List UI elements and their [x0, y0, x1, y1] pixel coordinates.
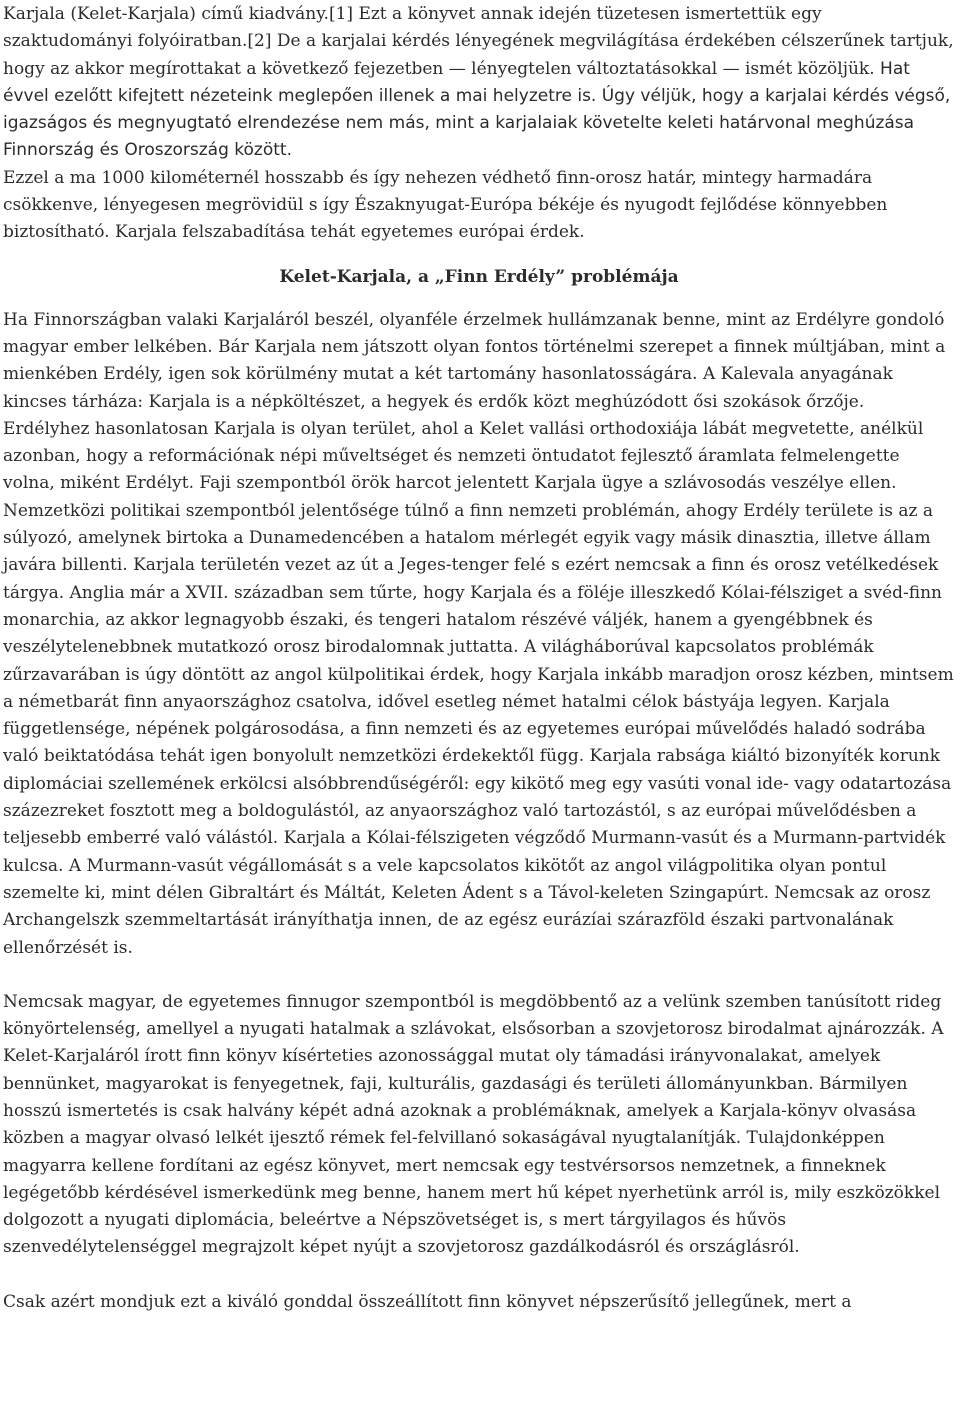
body-paragraph-3: Csak azért mondjuk ezt a kiváló gonddal összeállított finn könyvet népszerűsítő jellegűnek, mert a — [3, 1291, 852, 1312]
intro-sans-text: Hat évvel ezelőtt kifejtett nézeteink meglepően illenek a mai helyzetre is. Úgy véljük, hogy a karjalai kérdés végső, igazságos és megnyugtató elrendezése nem más, mint a karjalaiak követelte keleti határvonal meghúzása Finnország és Oroszország között. — [3, 58, 951, 161]
intro-paragraph — [3, 0, 955, 247]
section-heading: Kelet-Karjala, a „Finn Erdély” problémája — [279, 266, 679, 287]
intro-closing-text: Ezzel a ma 1000 kilométernél hosszabb és így nehezen védhető finn-orosz határ, mintegy harmadára csökkenve, lényegesen megrövidül s így Északnyugat-Európa békéje és nyugodt fejlődése könnyebben biztosítható. Karjala felszabadítása tehát egyetemes európai érdek. — [3, 167, 888, 243]
body-paragraph-1: Ha Finnországban valaki Karjaláról beszél, olyanféle érzelmek hullámzanak benne, mint az Erdélyre gondoló magyar ember lelkében. Bár Karjala nem játszott olyan fontos történelmi szerepet a finnek múltjában, mint a mienkében Erdély, igen sok körülmény mutat a két tartomány hasonlatosságára. A Kalevala anyagának kincses tárháza: Karjala is a népköltészet, a hegyek és erdők közt meghúzódott ősi szokások őrzője. Erdélyhez hasonlatosan Karjala is olyan terület, ahol a Kelet vallási orthodoxiája lábát megvetette, anélkül azonban, hogy a reformációnak népi műveltséget és nemzeti öntudatot fejlesztő áramlata felmelengette volna, miként Erdélyt. Faji szempontból örök harcot jelentett Karjala ügye a szlávosodás veszélye ellen. Nemzetközi politikai szempontból jelentősége túlnő a finn nemzeti problémán, ahogy Erdély területe is az a súlyozó, amelynek birtoka a Dunamedencében a hatalom mérlegét egyik vagy másik dinasztia, illetve állam javára billenti. Karjala területén vezet az út a Jeges-tenger felé s ezért nemcsak a finn és orosz vetélkedések tárgya. Anglia már a XVII. században sem tűrte, hogy Karjala és a föléje illeszkedő Kólai-félsziget a svéd-finn monarchia, az akkor legnagyobb északi, és tengeri hatalom részévé váljék, hanem a gyengébbnek és veszélytelenebbnek mutatkozó orosz birodalomnak juttatta. A világháborúval kapcsolatos problémák zűrzavarában is úgy döntött az angol külpolitikai érdek, hogy Karjala inkább maradjon orosz kézben, mintsem a németbarát finn anyaországhoz csatolva, idővel esetleg német hatalmi célok bástyája legyen. Karjala függetlensége, népének polgárosodása, a finn nemzeti és az egyetemes európai művelődés haladó sodrába való beiktatódása tehát igen bonyolult nemzetközi érdekektől függ. Karjala rabsága kiáltó bizonyíték korunk diplomáciai szellemének erkölcsi alsóbbrendűségéről: egy kikötő meg egy vasúti vonal ide- vagy odatartozása százezreket fosztott meg a boldogulástól, az anyaországhoz való tartozástól, s az európai művelődésben a teljesebb emberré való válástól. Karjala a Kólai-félszigeten végződő Murmann-vasút és a Murmann-partvidék kulcsa. A Murmann-vasút végállomását s a vele kapcsolatos kikötőt az angol világpolitika olyan pontul szemelte ki, mint délen Gibraltárt és Máltát, Keleten Ádent s a Távol-keleten Szingapúrt. Nemcsak az orosz Archangelszk szemmeltartását irányíthatja innen, de az egész eurázíai szárazföld északi partvonalának ellenőrzését is. — [3, 309, 954, 958]
document-page — [3, 0, 955, 1316]
intro-text: Karjala (Kelet-Karjala) című kiadvány.[1] Ezt a könyvet annak idején tüzetesen ismertettük egy szaktudományi folyóiratban.[2] De a karjalai kérdés lényegének megvilágítása érdekében célszerűnek tartjuk, hogy az akkor megírottakat a következő fejezetben — lényegtelen változtatásokkal — ismét közöljük. — [3, 4, 954, 79]
body-paragraph-2: Nemcsak magyar, de egyetemes finnugor szempontból is megdöbbentő az a velünk szemben tanúsított rideg könyörtelenség, amellyel a nyugati hatalmak a szlávokat, elsősorban a szovjetorosz birodalmat ajnározzák. A Kelet-Karjaláról írott finn könyv kísérteties azonossággal mutat oly támadási irányvonalakat, amelyek bennünket, magyarokat is fenyegetnek, faji, kulturális, gazdasági és területi állományunkban. Bármilyen hosszú ismertetés is csak halvány képét adná azoknak a problémáknak, amelyek a Karjala-könyv olvasása közben a magyar olvasó lelkét ijesztő rémek fel-felvillanó sokaságával nyugtalanítják. Tulajdonképpen magyarra kellene fordítani az egész könyvet, mert nemcsak egy testvérsorsos nemzetnek, a finneknek legégetőbb kérdésével ismerkedünk meg benne, hanem mert hű képet nyerhetünk arról is, mily eszközökkel dolgozott a nyugati diplomácia, beleértve a Népszövetséget is, s mert tárgyilagos és hűvös szenvedélytelenséggel megrajzolt képet nyújt a szovjetorosz gazdálkodásról és országlásról. — [3, 991, 944, 1258]
